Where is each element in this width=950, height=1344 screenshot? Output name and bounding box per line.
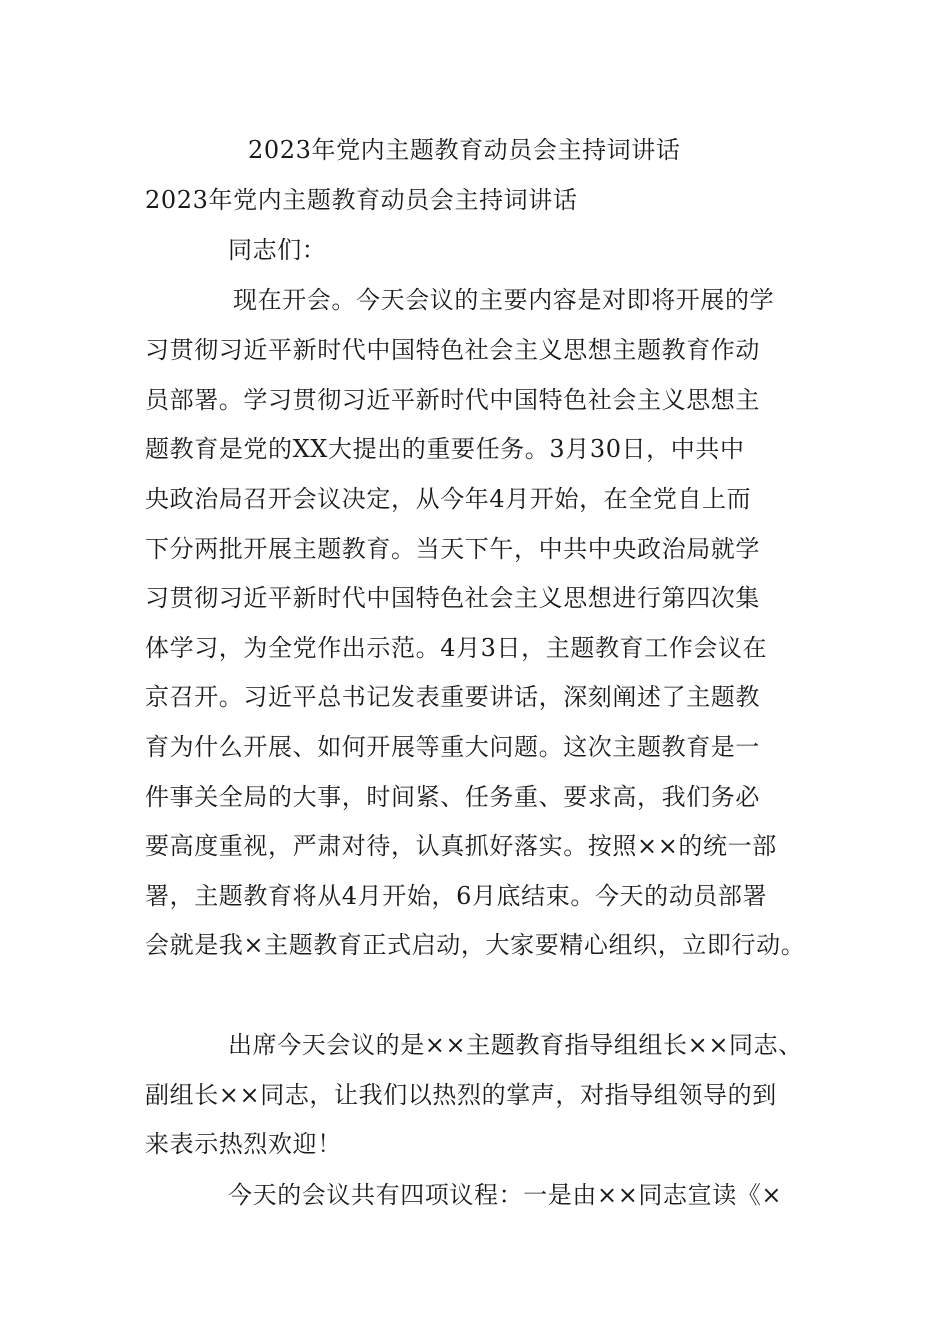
paragraph-line: 题教育是党的XX大提出的重要任务。3月30日，中共中 — [145, 435, 745, 463]
paragraph-line: 会就是我×主题教育正式启动，大家要精心组织，立即行动。 — [145, 931, 806, 959]
paragraph-line: 来表示热烈欢迎！ — [145, 1130, 342, 1158]
paragraph-line: 署，主题教育将从4月开始，6月底结束。今天的动员部署 — [145, 882, 768, 910]
paragraph-line: 育为什么开展、如何开展等重大问题。这次主题教育是一 — [145, 733, 760, 761]
paragraph-line: 副组长××同志，让我们以热烈的掌声，对指导组领导的到 — [145, 1081, 777, 1109]
paragraph-line: 今天的会议共有四项议程：一是由××同志宣读《× — [228, 1181, 783, 1209]
paragraph-line: 习贯彻习近平新时代中国特色社会主义思想主题教育作动 — [145, 336, 760, 364]
paragraph-line: 件事关全局的大事，时间紧、任务重、要求高，我们务必 — [145, 783, 760, 811]
document-subtitle: 2023年党内主题教育动员会主持词讲话 — [145, 186, 578, 214]
paragraph-line: 现在开会。今天会议的主要内容是对即将开展的学 — [233, 286, 775, 314]
salutation: 同志们： — [228, 236, 327, 264]
paragraph-line: 习贯彻习近平新时代中国特色社会主义思想进行第四次集 — [145, 584, 760, 612]
document-title: 2023年党内主题教育动员会主持词讲话 — [248, 136, 681, 164]
paragraph-line: 下分两批开展主题教育。当天下午，中共中央政治局就学 — [145, 535, 760, 563]
paragraph-line: 员部署。学习贯彻习近平新时代中国特色社会主义思想主 — [145, 386, 760, 414]
paragraph-line: 出席今天会议的是××主题教育指导组组长××同志、 — [228, 1031, 803, 1059]
paragraph-line: 央政治局召开会议决定，从今年4月开始，在全党自上而 — [145, 485, 752, 513]
paragraph-line: 要高度重视，严肃对待，认真抓好落实。按照××的统一部 — [145, 832, 777, 860]
paragraph-line: 体学习，为全党作出示范。4月3日，主题教育工作会议在 — [145, 634, 768, 662]
paragraph-line: 京召开。习近平总书记发表重要讲话，深刻阐述了主题教 — [145, 683, 760, 711]
